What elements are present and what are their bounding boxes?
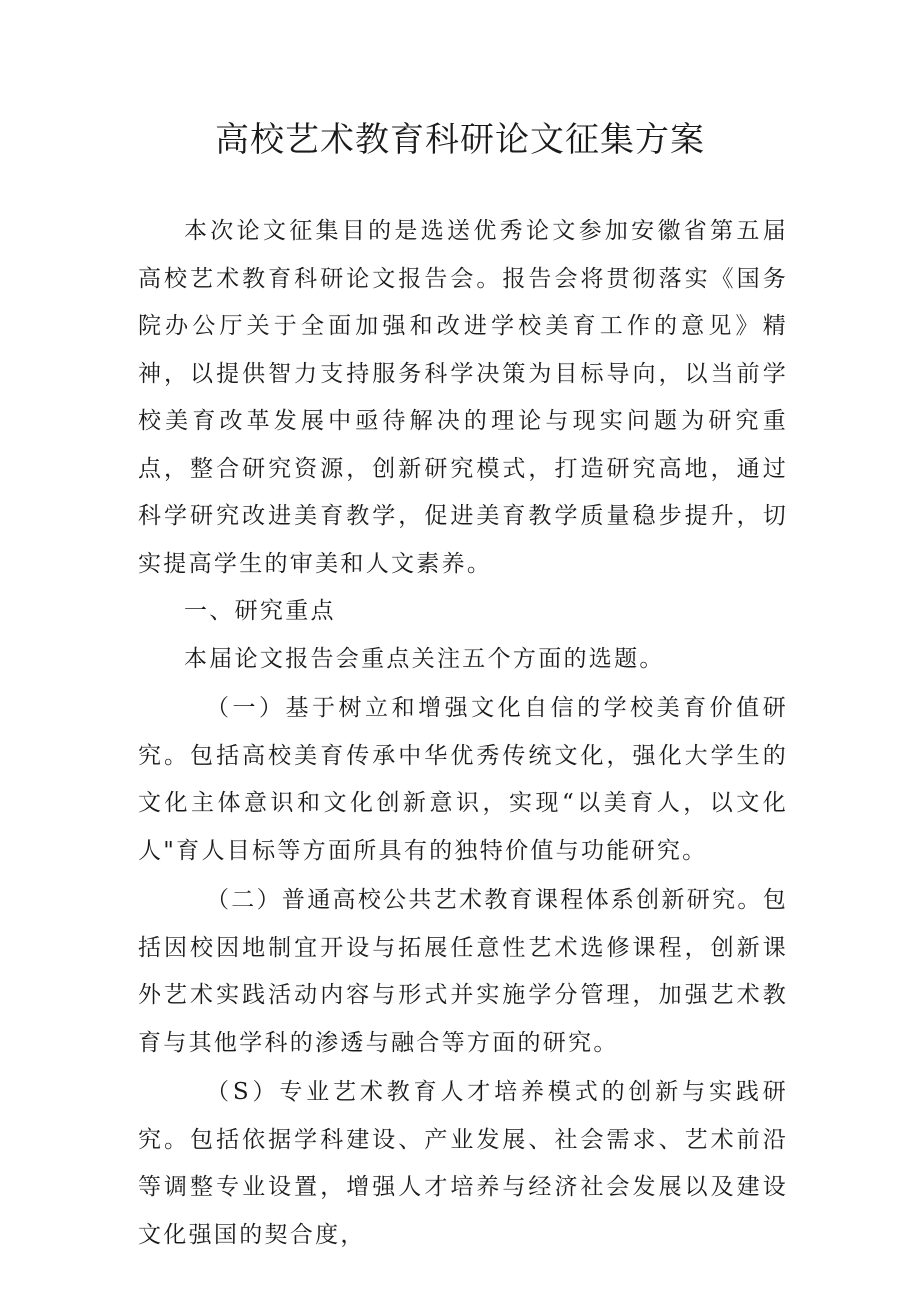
- paragraph-topic-3: （S）专业艺术教育人才培养模式的创新与实践研究。包括依据学科建设、产业发展、社会需求、艺术前沿等调整专业设置，增强人才培养与经济社会发展以及建设文化强国的契合度，: [138, 1079, 788, 1248]
- paragraph-topic-2: （二）普通高校公共艺术教育课程体系创新研究。包括因校因地制宜开设与拓展任意性艺术选修课程，创新课外艺术实践活动内容与形式并实施学分管理，加强艺术教育与其他学科的渗透与融合等方面的研究。: [138, 887, 788, 1056]
- paragraph-purpose: 本次论文征集目的是选送优秀论文参加安徽省第五届高校艺术教育科研论文报告会。报告会将贯彻落实《国务院办公厅关于全面加强和改进学校美育工作的意见》精神，以提供智力支持服务科学决策为目标导向，以当前学校美育改革发展中亟待解决的理论与现实问题为研究重点，整合研究资源，创新研究模式，打造研究高地，通过科学研究改进美育教学，促进美育教学质量稳步提升，切实提高学生的审美和人文素养。: [138, 218, 788, 577]
- paragraph-focus-intro: 本届论文报告会重点关注五个方面的选题。: [184, 645, 665, 672]
- document-title: 高校艺术教育科研论文征集方案: [215, 120, 705, 160]
- document-body: [138, 208, 788, 1259]
- paragraph-topic-1: （一）基于树立和增强文化自信的学校美育价值研究。包括高校美育传承中华优秀传统文化，强化大学生的文化主体意识和文化创新意识，实现“以美育人，以文化人"育人目标等方面所具有的独特价值与功能研究。: [138, 695, 788, 864]
- section-heading-research-focus: 一、研究重点: [184, 598, 336, 624]
